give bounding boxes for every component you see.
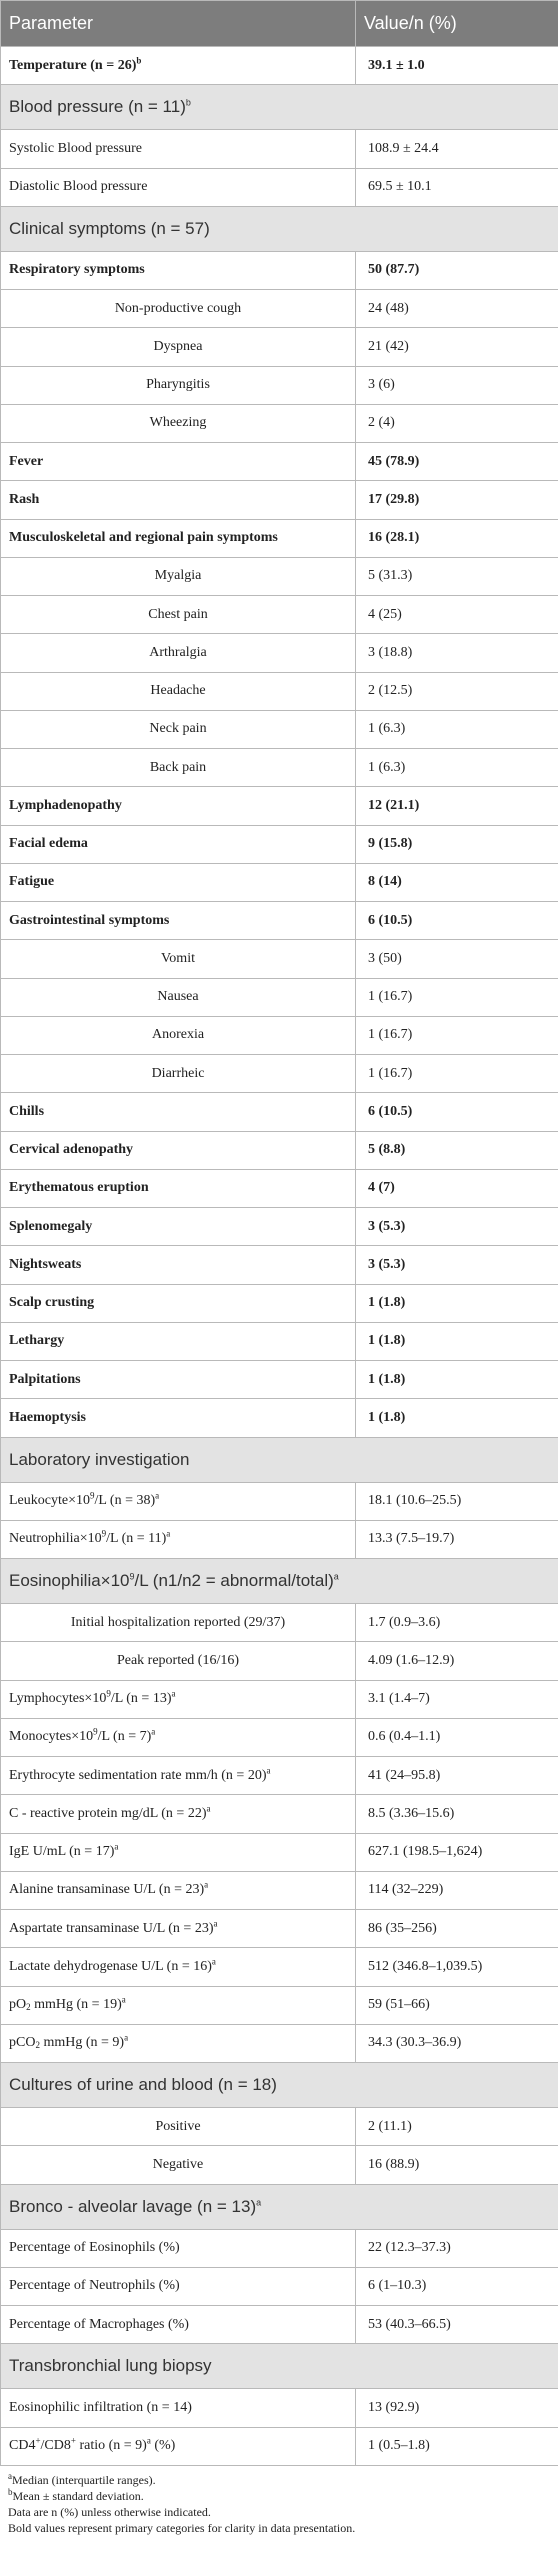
parameter-label: Monocytes×10 xyxy=(9,1729,94,1745)
parameter-label-part: ratio (n = 9) xyxy=(75,2438,147,2454)
value-cell: 41 (24–95.8) xyxy=(356,1757,558,1795)
parameter-label: Myalgia xyxy=(154,568,202,584)
parameter-cell xyxy=(1,1361,356,1399)
table-row xyxy=(1,404,558,442)
footnote-marker: a xyxy=(333,1571,339,1582)
parameter-label: Nausea xyxy=(157,989,199,1005)
table-row xyxy=(1,634,558,672)
footnote-text: Mean ± standard deviation. xyxy=(12,2488,144,2503)
table-row xyxy=(1,1093,558,1131)
parameter-label: Peak reported (16/16) xyxy=(116,1652,240,1668)
value-cell: 22 (12.3–37.3) xyxy=(356,2229,558,2267)
value-cell: 1 (6.3) xyxy=(356,710,558,748)
table-row xyxy=(1,940,558,978)
value-cell: 6 (10.5) xyxy=(356,1093,558,1131)
parameter-label: Eosinophilia×10 xyxy=(9,1571,130,1590)
parameter-cell xyxy=(1,672,356,710)
footnote-text: Bold values represent primary categories for clarity in data presentation. xyxy=(8,2520,356,2535)
value-cell: 17 (29.8) xyxy=(356,481,558,519)
table-row xyxy=(1,672,558,710)
footnote-marker: a xyxy=(213,1917,218,1928)
value-cell: 1 (6.3) xyxy=(356,749,558,787)
parameter-label: Negative xyxy=(152,2156,204,2172)
header-parameter: Parameter xyxy=(1,1,356,47)
parameter-label: Dyspnea xyxy=(153,338,203,354)
table-row xyxy=(1,2024,558,2062)
footnote-marker: a xyxy=(151,1726,156,1737)
parameter-cell xyxy=(1,1871,356,1909)
parameter-cell xyxy=(1,2024,356,2062)
table-row xyxy=(1,481,558,519)
parameter-cell xyxy=(1,2306,356,2344)
parameter-label: Initial hospitalization reported (29/37) xyxy=(70,1614,286,1630)
parameter-cell xyxy=(1,168,356,206)
parameter-cell xyxy=(1,85,558,130)
table-row xyxy=(1,1361,558,1399)
parameter-label-part: /L (n = 13) xyxy=(110,1691,172,1707)
value-cell: 39.1 ± 1.0 xyxy=(356,47,558,85)
footnote-marker: a xyxy=(124,2032,129,2043)
value-cell: 1 (16.7) xyxy=(356,1016,558,1054)
parameter-cell xyxy=(1,1520,356,1558)
value-cell: 59 (51–66) xyxy=(356,1986,558,2024)
parameter-cell xyxy=(1,519,356,557)
table-row xyxy=(1,1520,558,1558)
footnote-marker: a xyxy=(204,1879,209,1890)
parameter-label: Scalp crusting xyxy=(9,1295,95,1311)
parameter-cell xyxy=(1,1680,356,1718)
parameter-cell xyxy=(1,1986,356,2024)
parameter-cell xyxy=(1,863,356,901)
value-cell: 16 (28.1) xyxy=(356,519,558,557)
parameter-cell xyxy=(1,825,356,863)
value-cell: 2 (12.5) xyxy=(356,672,558,710)
table-row xyxy=(1,1284,558,1322)
table-row xyxy=(1,1399,558,1437)
parameter-cell xyxy=(1,1055,356,1093)
parameter-label: Lymphadenopathy xyxy=(9,797,122,813)
table-row xyxy=(1,596,558,634)
value-cell: 1.7 (0.9–3.6) xyxy=(356,1604,558,1642)
parameter-label: Percentage of Eosinophils (%) xyxy=(9,2240,180,2256)
value-cell: 6 (1–10.3) xyxy=(356,2267,558,2305)
parameter-label: Anorexia xyxy=(151,1027,205,1043)
parameter-cell xyxy=(1,290,356,328)
parameter-cell xyxy=(1,1131,356,1169)
parameter-label: Rash xyxy=(9,491,40,507)
value-cell: 5 (8.8) xyxy=(356,1131,558,1169)
value-cell: 3 (18.8) xyxy=(356,634,558,672)
footnote xyxy=(8,2504,550,2520)
parameter-cell xyxy=(1,1093,356,1131)
parameter-cell xyxy=(1,1482,356,1520)
table-row xyxy=(1,2389,558,2427)
table-row xyxy=(1,519,558,557)
table-row xyxy=(1,1016,558,1054)
parameter-label-part: /L (n = 38) xyxy=(94,1493,156,1509)
value-cell: 12 (21.1) xyxy=(356,787,558,825)
parameter-label: Aspartate transaminase U/L (n = 23) xyxy=(9,1920,214,1936)
table-row xyxy=(1,1833,558,1871)
parameter-cell xyxy=(1,1910,356,1948)
parameter-cell xyxy=(1,2427,356,2465)
table-row xyxy=(1,1718,558,1756)
footnote-marker: a xyxy=(211,1956,216,1967)
footnote-marker: b xyxy=(8,2486,13,2497)
parameter-cell xyxy=(1,2108,356,2146)
table-body xyxy=(1,47,558,2466)
parameter-cell xyxy=(1,1642,356,1680)
parameter-cell xyxy=(1,1169,356,1207)
footnote-marker: a xyxy=(121,1994,126,2005)
value-cell: 1 (1.8) xyxy=(356,1322,558,1360)
parameter-cell xyxy=(1,557,356,595)
parameter-label-part: mmHg (n = 9) xyxy=(39,2035,125,2051)
table-row xyxy=(1,1680,558,1718)
subscript: 2 xyxy=(35,2040,40,2051)
parameter-label-part: /L (n = 11) xyxy=(106,1531,167,1547)
parameter-label: Wheezing xyxy=(149,415,207,431)
value-cell: 1 (16.7) xyxy=(356,1055,558,1093)
value-cell: 53 (40.3–66.5) xyxy=(356,2306,558,2344)
parameter-cell xyxy=(1,443,356,481)
section-header-row xyxy=(1,2344,558,2389)
parameter-cell xyxy=(1,1208,356,1246)
table-row xyxy=(1,825,558,863)
table-row xyxy=(1,1871,558,1909)
table-row xyxy=(1,1055,558,1093)
table-row xyxy=(1,1986,558,2024)
parameter-cell xyxy=(1,47,356,85)
table-row xyxy=(1,978,558,1016)
parameter-label: Transbronchial lung biopsy xyxy=(9,2356,212,2376)
parameter-cell xyxy=(1,481,356,519)
parameter-label: Cultures of urine and blood (n = 18) xyxy=(9,2075,277,2094)
subscript: 2 xyxy=(26,2002,31,2013)
value-cell: 114 (32–229) xyxy=(356,1871,558,1909)
parameter-cell xyxy=(1,1399,356,1437)
parameter-label-part: /L (n = 7) xyxy=(97,1729,152,1745)
value-cell: 6 (10.5) xyxy=(356,902,558,940)
parameter-label: pO xyxy=(9,1997,27,2013)
value-cell: 50 (87.7) xyxy=(356,251,558,289)
parameter-cell xyxy=(1,978,356,1016)
value-cell: 3 (50) xyxy=(356,940,558,978)
parameter-label: Lethargy xyxy=(9,1333,65,1349)
parameter-label-part: /L (n1/n2 = abnormal/total) xyxy=(134,1571,334,1590)
footnote-marker: a xyxy=(266,1764,271,1775)
parameter-cell xyxy=(1,2389,356,2427)
value-cell: 1 (16.7) xyxy=(356,978,558,1016)
value-cell: 4 (25) xyxy=(356,596,558,634)
parameter-label: Positive xyxy=(155,2118,201,2134)
parameter-cell xyxy=(1,366,356,404)
value-cell: 108.9 ± 24.4 xyxy=(356,130,558,168)
value-cell: 24 (48) xyxy=(356,290,558,328)
parameter-cell xyxy=(1,2063,558,2108)
footnote-marker: a xyxy=(8,2470,12,2481)
value-cell: 16 (88.9) xyxy=(356,2146,558,2184)
parameter-cell xyxy=(1,596,356,634)
footnote xyxy=(8,2520,550,2536)
table-footnotes xyxy=(0,2466,558,2536)
value-cell: 8.5 (3.36–15.6) xyxy=(356,1795,558,1833)
parameter-label: Alanine transaminase U/L (n = 23) xyxy=(9,1882,205,1898)
parameter-cell xyxy=(1,634,356,672)
parameter-label: Neutrophilia×10 xyxy=(9,1531,102,1547)
superscript: + xyxy=(70,2435,76,2446)
parameter-label: Clinical symptoms (n = 57) xyxy=(9,218,210,238)
superscript: + xyxy=(35,2435,41,2446)
footnote-marker: a xyxy=(256,2196,262,2207)
superscript: 9 xyxy=(106,1688,111,1699)
parameter-label: Bronco - alveolar lavage (n = 13) xyxy=(9,2196,257,2216)
parameter-label: Cervical adenopathy xyxy=(9,1142,134,1158)
section-header-row xyxy=(1,1559,558,1604)
table-row xyxy=(1,443,558,481)
parameter-label: Chills xyxy=(9,1103,45,1119)
footnote-text: Median (interquartile ranges). xyxy=(12,2472,156,2487)
table-row xyxy=(1,1169,558,1207)
table-row xyxy=(1,1642,558,1680)
parameter-cell xyxy=(1,1757,356,1795)
parameter-label: Fever xyxy=(9,453,44,469)
table-row xyxy=(1,1246,558,1284)
value-cell: 3 (5.3) xyxy=(356,1246,558,1284)
footnote-marker: a xyxy=(206,1803,211,1814)
superscript: 9 xyxy=(89,1490,95,1501)
parameter-label: Lymphocytes×10 xyxy=(9,1691,107,1707)
parameter-cell xyxy=(1,710,356,748)
footnote-marker: a xyxy=(114,1841,119,1852)
value-cell: 8 (14) xyxy=(356,863,558,901)
parameter-label-part: /CD8 xyxy=(40,2438,71,2454)
footnote-marker: a xyxy=(155,1490,160,1501)
parameter-label: Erythrocyte sedimentation rate mm/h (n = 20) xyxy=(9,1767,267,1783)
table-row xyxy=(1,1208,558,1246)
value-cell: 45 (78.9) xyxy=(356,443,558,481)
value-cell: 5 (31.3) xyxy=(356,557,558,595)
parameter-label: pCO xyxy=(9,2035,36,2051)
value-cell: 1 (1.8) xyxy=(356,1399,558,1437)
table-row xyxy=(1,1910,558,1948)
table-row xyxy=(1,2267,558,2305)
value-cell: 3.1 (1.4–7) xyxy=(356,1680,558,1718)
footnote-marker: a xyxy=(146,2435,151,2446)
parameter-cell xyxy=(1,251,356,289)
parameter-label: Fatigue xyxy=(9,874,55,890)
header-value: Value/n (%) xyxy=(356,1,558,47)
parameter-label: Temperature (n = 26) xyxy=(9,57,137,73)
parameter-label: Lactate dehydrogenase U/L (n = 16) xyxy=(9,1958,212,1974)
parameter-cell xyxy=(1,1948,356,1986)
parameter-label: Respiratory symptoms xyxy=(9,262,145,278)
parameter-cell xyxy=(1,2184,558,2229)
table-row xyxy=(1,2427,558,2465)
value-cell: 0.6 (0.4–1.1) xyxy=(356,1718,558,1756)
section-header-row xyxy=(1,2184,558,2229)
section-header-row xyxy=(1,85,558,130)
section-header-row xyxy=(1,1437,558,1482)
parameter-cell xyxy=(1,328,356,366)
value-cell: 69.5 ± 10.1 xyxy=(356,168,558,206)
parameter-label: IgE U/mL (n = 17) xyxy=(9,1844,115,1860)
parameter-label: Diastolic Blood pressure xyxy=(9,179,148,195)
parameter-cell xyxy=(1,206,558,251)
value-cell: 3 (6) xyxy=(356,366,558,404)
parameter-cell xyxy=(1,749,356,787)
parameter-label: Neck pain xyxy=(149,721,207,737)
table-row xyxy=(1,130,558,168)
table-row xyxy=(1,47,558,85)
value-cell: 2 (4) xyxy=(356,404,558,442)
parameter-cell xyxy=(1,1284,356,1322)
parameter-label: Nightsweats xyxy=(9,1256,82,1272)
table-row xyxy=(1,1482,558,1520)
parameter-label: Splenomegaly xyxy=(9,1218,93,1234)
parameter-cell xyxy=(1,1604,356,1642)
footnote-text: Data are n (%) unless otherwise indicated. xyxy=(8,2504,211,2519)
parameter-cell xyxy=(1,2344,558,2389)
parameter-label: Blood pressure (n = 11) xyxy=(9,97,186,117)
parameter-cell xyxy=(1,1833,356,1871)
parameter-cell xyxy=(1,404,356,442)
parameter-label: Arthralgia xyxy=(149,644,207,660)
footnote xyxy=(8,2488,550,2504)
parameter-label: Erythematous eruption xyxy=(9,1180,149,1196)
value-cell: 13.3 (7.5–19.7) xyxy=(356,1520,558,1558)
parameter-cell xyxy=(1,940,356,978)
parameter-cell xyxy=(1,1559,558,1604)
table-row xyxy=(1,1322,558,1360)
value-cell: 2 (11.1) xyxy=(356,2108,558,2146)
footnote-marker: b xyxy=(136,54,142,65)
parameter-label: CD4 xyxy=(9,2438,36,2454)
parameter-cell xyxy=(1,1322,356,1360)
footnote-marker: b xyxy=(185,97,191,108)
value-cell: 86 (35–256) xyxy=(356,1910,558,1948)
parameter-label: Laboratory investigation xyxy=(9,1449,190,1469)
parameter-cell xyxy=(1,2267,356,2305)
parameter-cell xyxy=(1,1795,356,1833)
value-cell: 34.3 (30.3–36.9) xyxy=(356,2024,558,2062)
table-row xyxy=(1,1948,558,1986)
value-cell: 18.1 (10.6–25.5) xyxy=(356,1482,558,1520)
table-row xyxy=(1,251,558,289)
table-row xyxy=(1,863,558,901)
footnote xyxy=(8,2472,550,2488)
table-row xyxy=(1,2108,558,2146)
parameter-cell xyxy=(1,902,356,940)
table-row xyxy=(1,557,558,595)
parameter-cell xyxy=(1,130,356,168)
parameter-cell xyxy=(1,1246,356,1284)
superscript: 9 xyxy=(101,1528,107,1539)
parameter-label: Back pain xyxy=(149,759,207,775)
table-row xyxy=(1,2306,558,2344)
value-cell: 1 (1.8) xyxy=(356,1361,558,1399)
parameter-label: Gastrointestinal symptoms xyxy=(9,912,170,928)
footnote-marker: a xyxy=(166,1528,171,1539)
section-header-row xyxy=(1,2063,558,2108)
value-cell: 512 (346.8–1,039.5) xyxy=(356,1948,558,1986)
value-cell: 627.1 (198.5–1,624) xyxy=(356,1833,558,1871)
parameter-label: Headache xyxy=(150,683,206,699)
value-cell: 13 (92.9) xyxy=(356,2389,558,2427)
value-cell: 9 (15.8) xyxy=(356,825,558,863)
table-row xyxy=(1,328,558,366)
parameter-cell xyxy=(1,1016,356,1054)
table-row xyxy=(1,366,558,404)
value-cell: 4 (7) xyxy=(356,1169,558,1207)
parameter-cell xyxy=(1,2146,356,2184)
parameter-cell xyxy=(1,1718,356,1756)
table-row xyxy=(1,290,558,328)
table-row xyxy=(1,1757,558,1795)
parameter-label: Eosinophilic infiltration (n = 14) xyxy=(9,2399,192,2415)
value-cell: 3 (5.3) xyxy=(356,1208,558,1246)
parameter-label: Palpitations xyxy=(9,1371,81,1387)
superscript: 9 xyxy=(129,1571,135,1582)
parameter-cell xyxy=(1,787,356,825)
parameter-label: Haemoptysis xyxy=(9,1409,86,1425)
table-row xyxy=(1,168,558,206)
value-cell: 1 (0.5–1.8) xyxy=(356,2427,558,2465)
table-header-row xyxy=(1,1,558,47)
parameter-cell xyxy=(1,2229,356,2267)
table-row xyxy=(1,2229,558,2267)
value-cell: 1 (1.8) xyxy=(356,1284,558,1322)
parameter-label: Pharyngitis xyxy=(146,377,210,393)
parameter-cell xyxy=(1,1437,558,1482)
superscript: 9 xyxy=(93,1726,98,1737)
value-cell: 4.09 (1.6–12.9) xyxy=(356,1642,558,1680)
table-row xyxy=(1,1795,558,1833)
parameter-label: Vomit xyxy=(161,950,195,966)
table-row xyxy=(1,749,558,787)
parameter-label: C - reactive protein mg/dL (n = 22) xyxy=(9,1805,207,1821)
parameter-label: Percentage of Macrophages (%) xyxy=(9,2316,189,2332)
table-row xyxy=(1,1131,558,1169)
table-row xyxy=(1,902,558,940)
table-row xyxy=(1,2146,558,2184)
parameter-label: Chest pain xyxy=(148,606,208,622)
footnote-marker: a xyxy=(171,1688,176,1699)
parameter-label: Non-productive cough xyxy=(114,300,242,316)
parameter-label: Diarrheic xyxy=(151,1065,205,1081)
parameter-label: Facial edema xyxy=(9,836,88,852)
parameter-label: Musculoskeletal and regional pain symptoms xyxy=(9,530,278,546)
parameter-label-part: (%) xyxy=(150,2438,176,2454)
value-cell: 21 (42) xyxy=(356,328,558,366)
table-row xyxy=(1,710,558,748)
table-row xyxy=(1,787,558,825)
parameter-label-part: mmHg (n = 19) xyxy=(30,1997,122,2013)
table-row xyxy=(1,1604,558,1642)
parameter-label: Percentage of Neutrophils (%) xyxy=(9,2278,180,2294)
parameter-label: Leukocyte×10 xyxy=(9,1493,90,1509)
section-header-row xyxy=(1,206,558,251)
parameter-label: Systolic Blood pressure xyxy=(9,140,142,156)
